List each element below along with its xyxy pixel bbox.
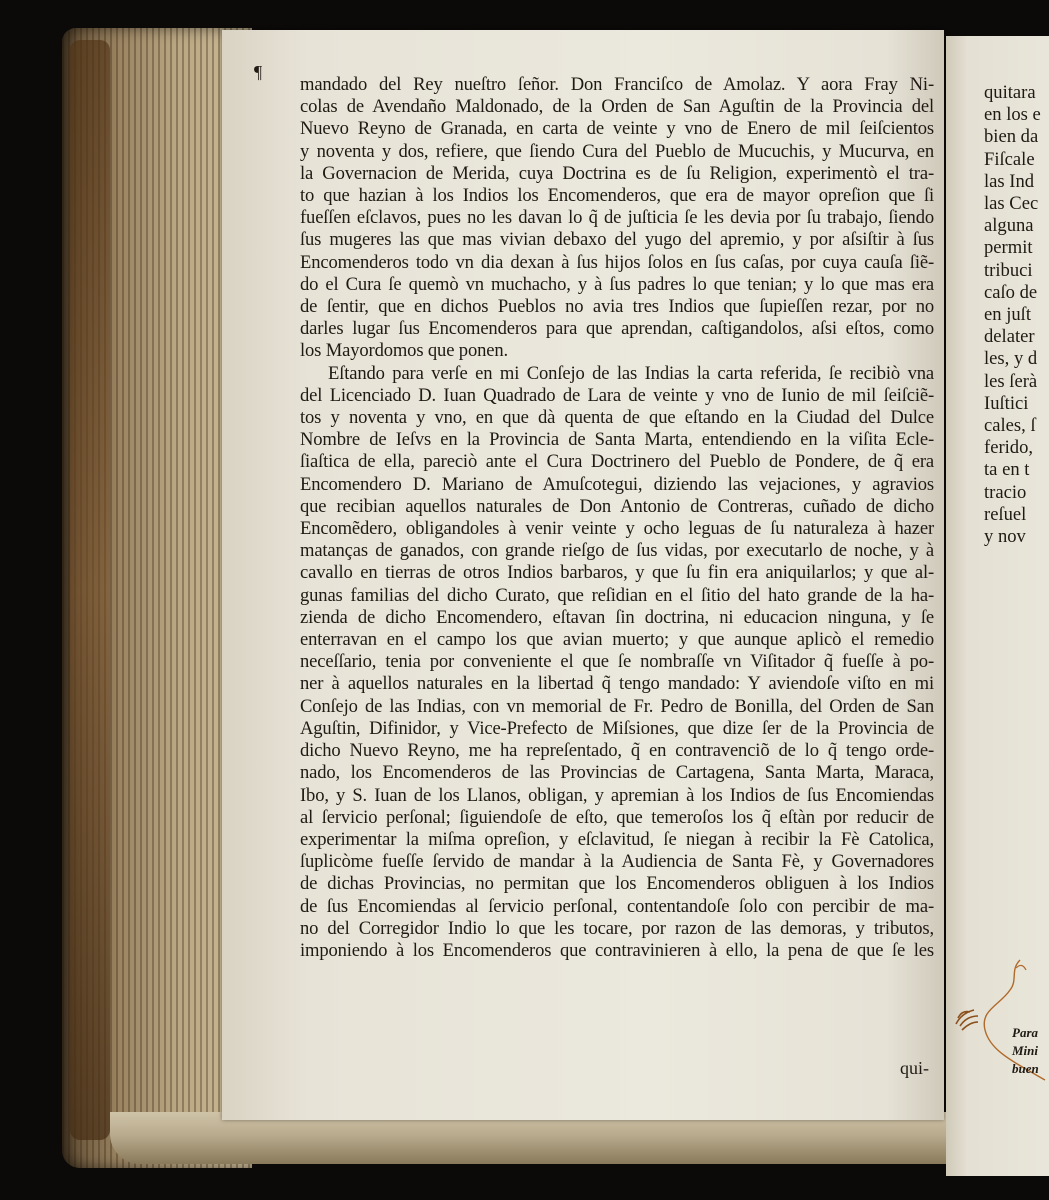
facing-line: en juſt xyxy=(984,304,1031,326)
text-line: imponiendo à los Encomenderos que contravinieren à ello, la pena de que ſe les xyxy=(300,939,934,961)
text-line: de ſentir, que en dichos Pueblos no avia tres Indios que ſupieſſen rezar, por no xyxy=(300,296,934,318)
facing-line: en los e xyxy=(984,104,1041,126)
text-line: darles lugar ſus Encomenderos para que aprendan, caſtigandolos, aſsi eſtos, como xyxy=(300,318,934,340)
facing-line: les, y d xyxy=(984,348,1038,370)
facing-line: ta en t xyxy=(984,459,1030,481)
show-through-margin xyxy=(232,75,292,1085)
text-line: fueſſen eſclavos, pues no les davan lo q̃ de juſticia ſe les devia por ſu trabajo, ſiendo xyxy=(300,207,934,229)
text-line: no del Corregidor Indio lo que les tocare, por razon de las demoras, y tributos, xyxy=(300,917,934,939)
facing-line: Fiſcale xyxy=(984,148,1035,170)
text-line: Ibo, y S. Iuan de los Llanos, obligan, y apremian à los Indios de ſus Encomiendas xyxy=(300,784,934,806)
facing-line: las Ind xyxy=(984,170,1035,192)
text-line: nado, los Encomenderos de las Provincias de Cartagena, Santa Marta, Maraca, xyxy=(300,762,934,784)
margin-note-line: buen xyxy=(1012,1061,1039,1076)
text-line: matanças de ganados, con grande rieſgo de ſus vidas, por executarlo de noche, y à xyxy=(300,540,934,562)
text-line: tos y noventa y vno, en que dà quenta de que eſtando en la Ciudad del Dulce xyxy=(300,407,934,429)
text-line: que recibian aquellos naturales de Don Antonio de Contreras, cuñado de dicho xyxy=(300,495,934,517)
facing-line: las Cec xyxy=(984,193,1039,215)
facing-line: y nov xyxy=(984,526,1026,548)
text-line: al ſervicio perſonal; ſiguiendoſe de eſto, que temeroſos los q̃ eſtàn por reducir de xyxy=(300,806,934,828)
facing-line: bien da xyxy=(984,126,1039,148)
text-line: ſus mugeres las que mas vivian debaxo del yugo del apremio, y por aſsiſtir à ſus xyxy=(300,229,934,251)
text-line: do el Cura ſe quemò vn muchacho, y à ſus padres lo que tenian; y lo que mas era xyxy=(300,273,934,295)
text-line: ſiaſtica de ella, pareciò ante el Cura Doctrinero del Pueblo de Pondere, de q̃ era xyxy=(300,451,934,473)
text-line: Nuevo Reyno de Granada, en carta de veinte y vno de Enero de mil ſeiſcientos xyxy=(300,118,934,140)
text-line: Aguſtin, Difinidor, y Vice-Prefecto de Miſsiones, que dize ſer de la Provincia de xyxy=(300,717,934,739)
facing-page-text xyxy=(984,82,1049,548)
facing-line: ferido, xyxy=(984,437,1034,459)
facing-line: cales, ſ xyxy=(984,415,1036,437)
margin-note-line: Mini xyxy=(1012,1043,1039,1058)
catchword: qui- xyxy=(900,1058,929,1078)
text-line: los Mayordomos que ponen. xyxy=(300,340,508,362)
margin-note xyxy=(1012,1024,1049,1078)
facing-line: delater xyxy=(984,326,1035,348)
text-line: Nombre de Ieſvs en la Provincia de Santa Marta, entendiendo en la viſita Ecle- xyxy=(300,429,934,451)
text-line: experimentar la miſma opreſion, y eſclavitud, ſe niegan à recibir la Fè Catolica, xyxy=(300,828,934,850)
text-line: enterravan en el campo los que avian muerto; y que aunque aplicò el remedio xyxy=(300,629,934,651)
text-line: Encomẽdero, obligandoles à venir veinte y ocho leguas de ſu naturaleza à hazer xyxy=(300,518,934,540)
text-line: Conſejo de las Indias, con vn memorial de Fr. Pedro de Bonilla, del Orden de San xyxy=(300,695,934,717)
text-line: de ſus Encomiendas al ſervicio perſonal, contentandoſe ſolo con percibir de ma- xyxy=(300,895,934,917)
text-line: de dichas Provincias, no permitan que los Encomenderos obliguen à los Indios xyxy=(300,873,934,895)
page-edge-stain xyxy=(70,40,110,1140)
manicule-icon xyxy=(952,1004,982,1034)
text-line: Eſtando para verſe en mi Conſejo de las Indias la carta referida, ſe recibiò vna xyxy=(328,362,934,384)
text-line: Encomenderos todo vn dia dexan à ſus hijos ſolos en ſus caſas, por cuya cauſa ſiẽ- xyxy=(300,251,934,273)
text-line: y noventa y dos, refiere, que ſiendo Cura del Pueblo de Mucuchis, y Mucurva, en xyxy=(300,140,934,162)
page-body-text xyxy=(300,74,934,962)
facing-line: Iuſtici xyxy=(984,392,1029,414)
text-line: mandado del Rey nueſtro ſeñor. Don Franciſco de Amolaz. Y aora Fray Ni- xyxy=(300,74,934,95)
facing-line: caſo de xyxy=(984,281,1038,303)
margin-note-line: Para xyxy=(1012,1025,1038,1040)
text-line: to que hazian à los Indios los Encomenderos, que era de mayor opreſion que ſi xyxy=(300,185,934,207)
facing-line: alguna xyxy=(984,215,1034,237)
text-line: zienda de dicho Encomendero, eſtavan ſin doctrina, ni educacion ninguna, y ſe xyxy=(300,606,934,628)
facing-line: quitara xyxy=(984,82,1036,103)
text-line: cavallo en tierras de otros Indios barbaros, y que ſu fin era aniquilarlos; y que al- xyxy=(300,562,934,584)
facing-line: permit xyxy=(984,237,1033,259)
text-line: neceſſario, tenia por conveniente el que ſe nombraſſe vn Viſitador q̃ fueſſe à po- xyxy=(300,651,934,673)
text-line: Encomendero D. Mariano de Amuſcotegui, diziendo las vejaciones, y agravios xyxy=(300,473,934,495)
text-line: gunas familias del dicho Curato, que reſidian en el ſitio del hato grande de la ha- xyxy=(300,584,934,606)
facing-line: les ſerà xyxy=(984,370,1038,392)
facing-line: reſuel xyxy=(984,503,1027,525)
text-line: colas de Avendaño Maldonado, de la Orden de San Aguſtin de la Provincia del xyxy=(300,96,934,118)
paragraph-mark: ¶ xyxy=(254,62,263,82)
text-line: ſuplicòme fueſſe ſervido de mandar à la Audiencia de Santa Fè, y Governadores xyxy=(300,851,934,873)
facing-line: tracio xyxy=(984,481,1027,503)
text-line: del Licenciado D. Iuan Quadrado de Lara de veinte y vno de Iunio de mil ſeiſciẽ- xyxy=(300,384,934,406)
text-line: ner à aquellos naturales en la libertad q̃ tengo mandado: Y aviendoſe viſto en mi xyxy=(300,673,934,695)
text-line: dicho Nuevo Reyno, me ha repreſentado, q̃ en contravenciõ de lo q̃ tengo orde- xyxy=(300,740,934,762)
facing-line: tribuci xyxy=(984,259,1033,281)
text-line: la Governacion de Merida, cuya Doctrina es de ſu Religion, experimentò el tra- xyxy=(300,162,934,184)
